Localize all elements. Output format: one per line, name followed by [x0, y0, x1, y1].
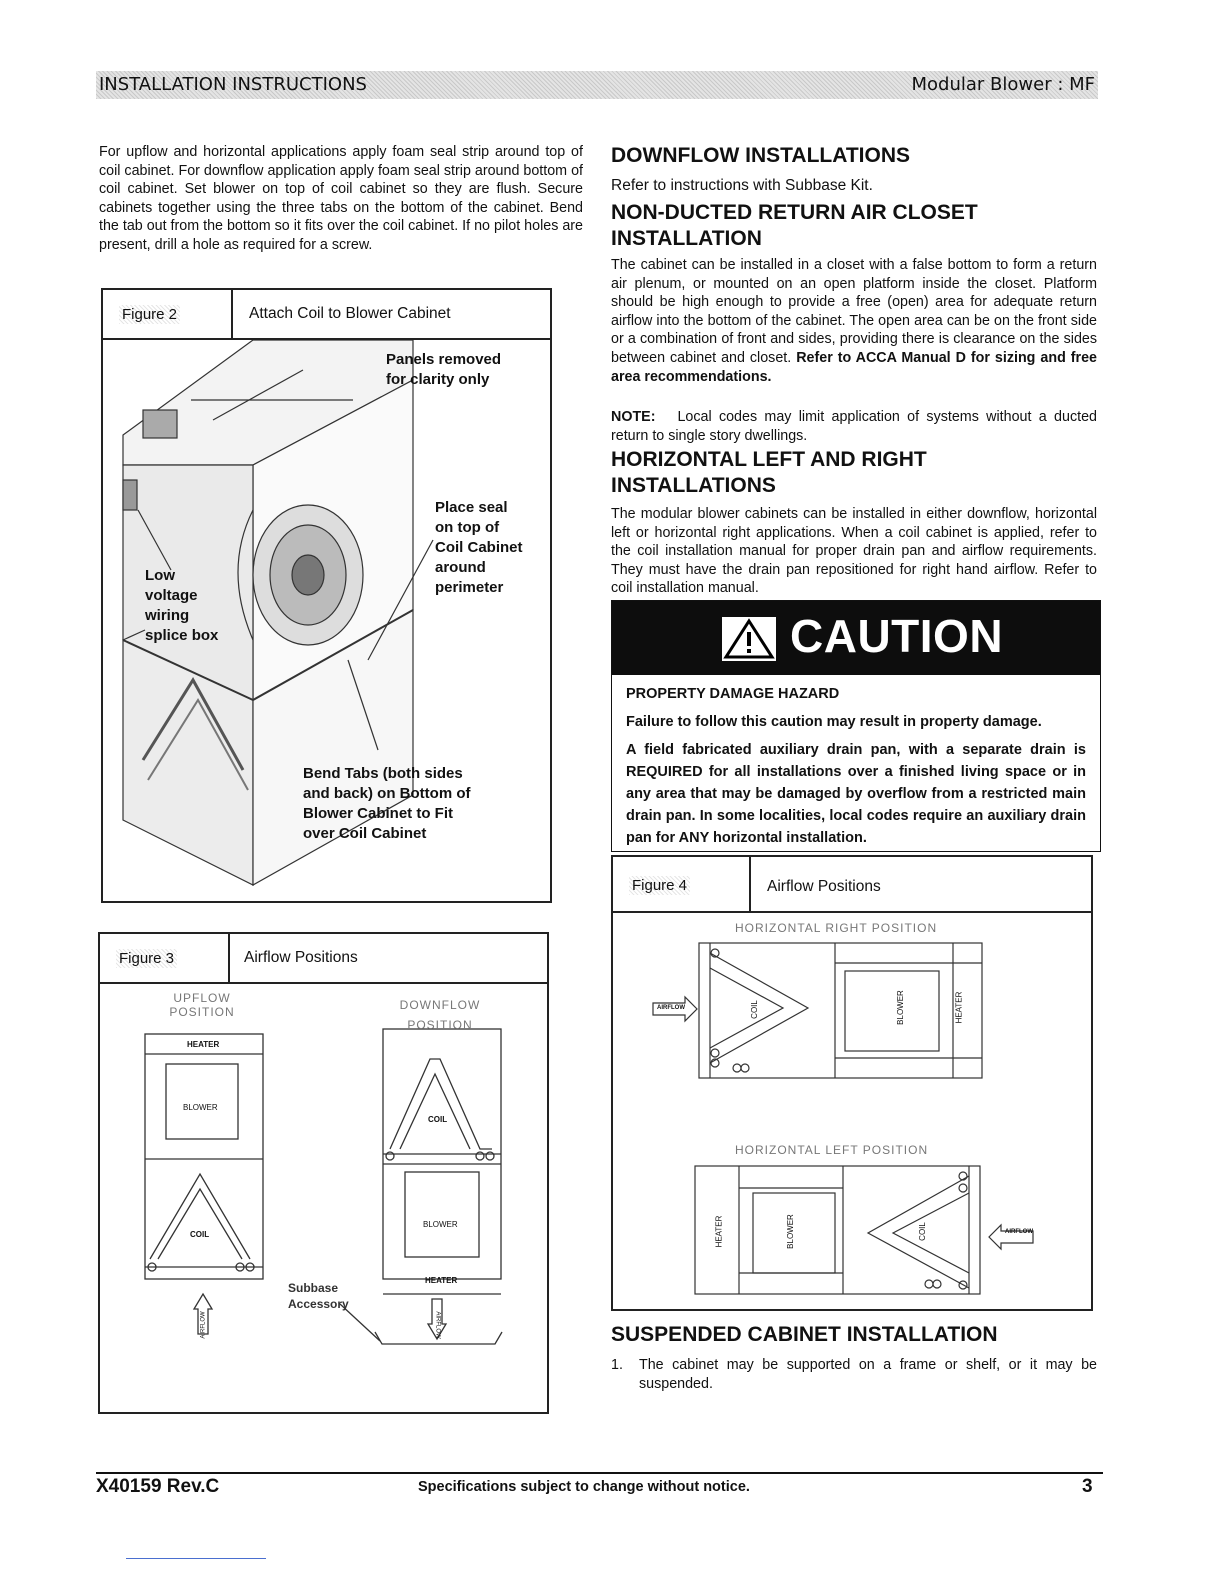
label-seal-line2: on top of [435, 519, 500, 536]
downflow-title-line1: DOWNFLOW [399, 998, 481, 1012]
figure-3 [98, 932, 549, 1414]
upflow-coil: COIL [190, 1230, 210, 1239]
figure-3-title: Airflow Positions [244, 949, 358, 966]
closet-heading-line1: NON-DUCTED RETURN AIR CLOSET [611, 201, 978, 224]
label-wiring-line4: splice box [145, 627, 219, 644]
figure-4-caption [613, 857, 1091, 913]
upflow-airflow-label: AIRFLOW [200, 1311, 207, 1339]
closet-bold-text: Refer to ACCA Manual D for sizing and free area recommendations. [611, 349, 1097, 385]
note-paragraph [611, 408, 1097, 445]
subbase-line2: Accessory [288, 1297, 349, 1311]
page-header [96, 71, 1098, 99]
label-panels-line2: for clarity only [386, 371, 490, 388]
downflow-blower: BLOWER [423, 1220, 458, 1229]
caution-banner [612, 601, 1100, 675]
caution-line1: Failure to follow this caution may result in property damage. [626, 714, 1042, 730]
figure-2-number: Figure 2 [119, 305, 180, 324]
figure-2-title: Attach Coil to Blower Cabinet [249, 305, 451, 322]
figure-4 [611, 855, 1093, 1311]
suspended-heading: SUSPENDED CABINET INSTALLATION [611, 1323, 998, 1346]
figure-2-number-cell [103, 290, 233, 338]
horizontal-paragraph: The modular blower cabinets can be installed in either downflow, horizontal left or horizontal right applications. When a coil cabinet is applied, refer to the coil installation manual for proper drain pan and airflow requirements. They must have the drain pan repositioned for right hand airflow. Refer to coil installation manual. [611, 506, 1097, 597]
downflow-coil: COIL [428, 1115, 448, 1124]
figure-2-caption [103, 290, 550, 340]
closet-heading [611, 200, 978, 252]
figure-3-number-cell [100, 934, 230, 982]
closet-paragraph [611, 256, 1097, 386]
downflow-heading: DOWNFLOW INSTALLATIONS [611, 144, 911, 167]
downflow-heater: HEATER [425, 1276, 458, 1285]
closet-heading-line2: INSTALLATION [611, 227, 762, 250]
label-seal-line4: around [435, 559, 486, 576]
downflow-title [395, 998, 485, 1032]
upflow-heater: HEATER [187, 1040, 220, 1049]
note-label: NOTE: [611, 409, 656, 425]
label-wiring-line2: voltage [145, 587, 198, 604]
caution-hazard: PROPERTY DAMAGE HAZARD [626, 686, 840, 702]
suspended-list-item [611, 1356, 1097, 1394]
footer-notice: Specifications subject to change without notice. [418, 1479, 750, 1495]
figure-4-number: Figure 4 [629, 876, 690, 895]
figure-3-drawing [100, 984, 547, 1412]
label-seal-line5: perimeter [435, 579, 504, 596]
upflow-blower: BLOWER [183, 1103, 218, 1112]
downflow-airflow-label: AIRFLOW [434, 1311, 441, 1339]
note-text: Local codes may limit application of systems without a ducted return to single story dwellings. [611, 409, 1097, 444]
horizontal-heading-line2: INSTALLATIONS [611, 474, 776, 497]
closet-text: The cabinet can be installed in a closet with a false bottom to form a return air plenum, or mounted on an open platform inside the closet. Platform should be high enough to provide a free (open) area for adequate return airflow into the bottom of the cabinet. The open area can be on the front side or a combination of front and sides, providing there is clearance on the sides between cabinet and closet. [611, 257, 1097, 366]
right-airflow-label: AIRFLOW [657, 1005, 685, 1011]
left-heater-label: HEATER [714, 1215, 724, 1248]
horizontal-heading-line1: HORIZONTAL LEFT AND RIGHT [611, 448, 927, 471]
upflow-title-line2: POSITION [169, 1005, 235, 1019]
label-seal-line3: Coil Cabinet [435, 539, 523, 556]
label-seal-line1: Place seal [435, 499, 508, 516]
horizontal-heading [611, 447, 927, 499]
warning-triangle-icon [722, 617, 776, 661]
suspended-item-number: 1. [611, 1357, 623, 1373]
caution-word: CAUTION [790, 610, 1004, 662]
figure-2 [101, 288, 552, 903]
label-wiring-line1: Low [145, 567, 175, 584]
label-panels-removed [386, 350, 501, 390]
footer-rule [96, 1472, 1103, 1474]
downflow-text: Refer to instructions with Subbase Kit. [611, 177, 873, 194]
intro-paragraph: For upflow and horizontal applications apply foam seal strip around top of coil cabinet. For downflow application apply foam seal strip around bottom of coil cabinet. Set blower on top of coil cabinet so they are flush. Secure cabinets together using the three tabs on the bottom of the cabinet. Bend the tab out from the bottom so it fits over the coil cabinet. If no pilot holes are present, drill a hole as required for a screw. [99, 144, 583, 253]
suspended-item-text: The cabinet may be supported on a frame or shelf, or it may be suspended. [639, 1357, 1097, 1392]
figure-4-drawing [613, 913, 1091, 1309]
figure-3-caption [100, 934, 547, 984]
label-low-voltage [145, 566, 218, 646]
header-left: INSTALLATION INSTRUCTIONS [99, 74, 367, 95]
subbase-line1: Subbase [288, 1281, 339, 1295]
header-right: Modular Blower : MF [911, 74, 1095, 95]
caution-line2: A field fabricated auxiliary drain pan, with a separate drain is REQUIRED for all installations over a finished living space or in any area that may be damaged by overflow from a restricted main drain pan. In some localities, local codes require an auxiliary drain pan for ANY horizontal installation. [626, 742, 1086, 846]
label-place-seal [435, 498, 523, 598]
left-coil-label: COIL [917, 1222, 927, 1241]
upflow-title [167, 991, 237, 1019]
label-wiring-line3: wiring [145, 607, 190, 624]
footer-page-number: 3 [1082, 1476, 1093, 1497]
right-heater-label: HEATER [954, 991, 964, 1024]
left-blower-label: BLOWER [785, 1214, 795, 1249]
label-tabs-line2: and back) on Bottom of [303, 785, 471, 802]
horizontal-left-title: HORIZONTAL LEFT POSITION [735, 1143, 929, 1157]
label-tabs-line4: over Coil Cabinet [303, 825, 427, 842]
label-panels-line1: Panels removed [386, 351, 502, 368]
figure-3-number: Figure 3 [116, 949, 177, 968]
horizontal-right-title: HORIZONTAL RIGHT POSITION [735, 921, 938, 935]
label-tabs-line3: Blower Cabinet to Fit [303, 805, 453, 822]
downflow-title-line2: POSITION [407, 1018, 473, 1032]
right-coil-label: COIL [749, 1000, 759, 1019]
label-tabs-line1: Bend Tabs (both sides [303, 765, 463, 782]
upflow-title-line1: UPFLOW [173, 991, 231, 1005]
bottom-link-rule [126, 1558, 266, 1559]
figure-4-number-cell [613, 857, 751, 911]
caution-box [611, 600, 1101, 852]
caution-text [626, 683, 1086, 849]
subbase-label [288, 1280, 349, 1312]
left-airflow-label: AIRFLOW [1005, 1229, 1033, 1235]
label-bend-tabs [303, 764, 471, 844]
right-blower-label: BLOWER [895, 990, 905, 1025]
footer-doc-number: X40159 Rev.C [96, 1476, 220, 1497]
figure-4-title: Airflow Positions [767, 878, 881, 895]
